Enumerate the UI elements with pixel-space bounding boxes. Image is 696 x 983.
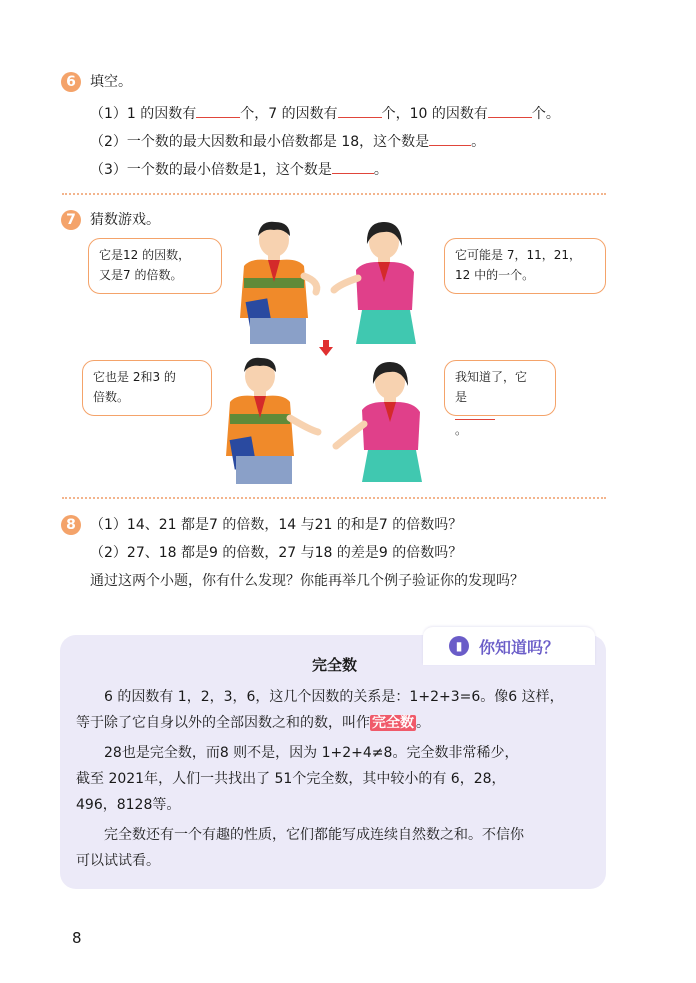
q6-line-1-text-d: 个。 [531,106,560,122]
q6-line-1-text-b: 个，7 的因数有 [240,106,338,122]
answer-blank[interactable] [338,103,382,118]
q8-line-3: 通过这两个小题，你有什么发现？你能再举几个例子验证你的发现吗？ [90,573,524,589]
tab-label: 你知道吗？ [479,638,560,657]
q6-line-1 [90,103,560,123]
girl-illustration [322,218,427,348]
section-divider [62,193,606,195]
page-number: 8 [72,929,82,947]
bubble-text: 12 中的一个。 [455,268,535,282]
q6-line-3-text-b: 。 [373,162,388,178]
info-paragraph-2-line-2: 截至 2021年，人们一共找出了 51个完全数，其中较小的有 6，28， [76,771,506,787]
q8-line-2: （2）27、18 都是9 的倍数，27 与18 的差是9 的倍数吗？ [90,545,463,561]
chart-icon: ▮ [449,636,469,656]
info-paragraph-3-line-1: 完全数还有一个有趣的性质，它们都能写成连续自然数之和。不信你 [104,827,524,843]
boy-illustration [214,352,324,488]
speech-bubble-boy-1 [88,238,222,294]
q6-line-3 [90,159,388,179]
q6-line-2-text-b: 。 [471,134,486,150]
did-you-know-tab [423,627,595,665]
info-paragraph-2-line-3: 496，8128等。 [76,797,181,813]
q8-line-1: （1）14、21 都是7 的倍数，14 与21 的和是7 的倍数吗？ [90,517,463,533]
info-text: 等于除了它自身以外的全部因数之和的数，叫作 [76,715,370,731]
q6-line-1-text-a: （1）1 的因数有 [90,106,197,122]
bubble-text: 又是7 的倍数。 [99,268,183,282]
highlighted-term: 完全数 [372,715,414,731]
speech-bubble-boy-2 [82,360,212,416]
q6-line-3-text-a: （3）一个数的最小倍数是1，这个数是 [90,162,332,178]
answer-blank[interactable] [429,131,471,146]
answer-blank[interactable] [332,159,374,174]
girl-illustration [332,358,432,488]
info-paragraph-1-line-1: 6 的因数有 1，2，3，6，这几个因数的关系是：1+2+3=6。像6 这样， [104,689,564,705]
q6-line-2 [90,131,485,151]
q6-line-2-text-a: （2）一个数的最大因数和最小倍数都是 18，这个数是 [90,134,430,150]
bubble-text: 它也是 2和3 的 [93,370,176,384]
info-text: 。 [416,715,430,731]
q6-line-1-text-c: 个，10 的因数有 [381,106,488,122]
bubble-text: 它可能是 7，11，21， [455,248,581,262]
bubble-text: 。 [455,423,468,437]
info-title: 完全数 [312,656,358,674]
info-paragraph-1-line-2 [76,710,430,736]
bubble-text: 倍数。 [93,390,130,404]
info-paragraph-3-line-2: 可以试试看。 [76,853,160,869]
question-6-badge: 6 [61,72,81,92]
answer-blank[interactable] [488,103,532,118]
bubble-text: 它是12 的因数， [99,248,191,262]
bubble-text: 是 [455,390,468,404]
question-7-badge: 7 [61,210,81,230]
question-6-title: 填空。 [90,74,132,90]
bubble-text-with-blank [455,387,545,440]
answer-blank[interactable] [455,407,495,420]
speech-bubble-girl-1 [444,238,606,294]
bubble-text: 我知道了，它 [455,370,528,384]
section-divider [62,497,606,499]
question-8-badge: 8 [61,515,81,535]
speech-bubble-girl-2 [444,360,556,437]
answer-blank[interactable] [196,103,240,118]
boy-illustration [228,218,323,348]
info-paragraph-2-line-1: 28也是完全数，而8 则不是，因为 1+2+4≠8。完全数非常稀少， [104,745,519,761]
question-7-title: 猜数游戏。 [90,212,160,228]
